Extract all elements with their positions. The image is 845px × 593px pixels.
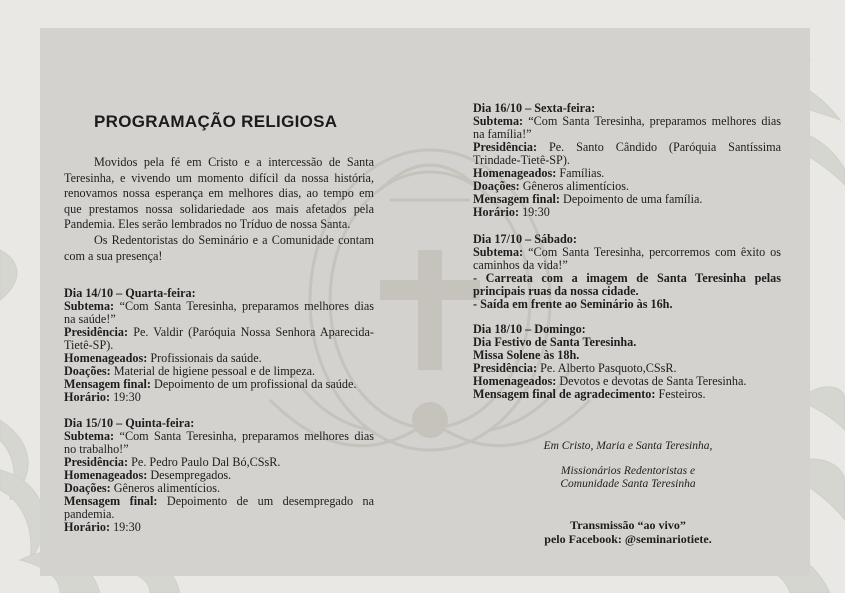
schedule-day-16 xyxy=(473,102,781,219)
horario: Horário: 19:30 xyxy=(473,205,550,219)
day-heading: Dia 15/10 – Quinta-feira: xyxy=(64,416,195,430)
doacoes: Doações: Material de higiene pessoal e de limpeza. xyxy=(64,364,316,378)
schedule-day-17 xyxy=(473,233,781,311)
day-heading: Dia 14/10 – Quarta-feira: xyxy=(64,286,196,300)
page-title: PROGRAMAÇÃO RELIGIOSA xyxy=(94,112,338,131)
schedule-day-18 xyxy=(473,323,781,401)
intro-paragraph: Movidos pela fé em Cristo e a intercessão de Santa Teresinha, e vivendo um momento difícil da nossa história, renovamos nossa esperança em melhores dias, ao tempo em que prestamos nossa solidariedade aos mais afetados pela Pandemia. Eles serão lembrados no Tríduo de nossa Santa. xyxy=(64,155,374,232)
presidencia: Presidência: Pe. Alberto Pasquoto,CSsR. xyxy=(473,361,677,375)
mensagem-final: Mensagem final: Depoimento de um profissional da saúde. xyxy=(64,377,357,391)
doacoes: Doações: Gêneros alimentícios. xyxy=(473,179,630,193)
schedule-day-14 xyxy=(64,287,374,404)
festivo: Dia Festivo de Santa Teresinha. xyxy=(473,335,637,349)
doacoes: Doações: Gêneros alimentícios. xyxy=(64,481,221,495)
subtema: Subtema: “Com Santa Teresinha, preparamos melhores dias na família!” xyxy=(473,114,781,141)
schedule-day-15 xyxy=(64,417,374,534)
signature-line: Comunidade Santa Teresinha xyxy=(560,478,696,490)
horario: Horário: 19:30 xyxy=(64,520,141,534)
stream-line: Transmissão “ao vivo” xyxy=(570,518,686,532)
carreata: - Carreata com a imagem de Santa Teresinha pelas principais ruas da nossa cidade. xyxy=(473,271,781,298)
signature-line: Em Cristo, Maria e Santa Teresinha, xyxy=(543,440,713,452)
intro-paragraph: Os Redentoristas do Seminário e a Comunidade contam com a sua presença! xyxy=(64,232,374,263)
signature xyxy=(500,440,756,491)
stream-line: pelo Facebook: @seminariotiete. xyxy=(544,532,712,546)
homenageados: Homenageados: Desempregados. xyxy=(64,468,232,482)
horario: Horário: 19:30 xyxy=(64,390,141,404)
subtema: Subtema: “Com Santa Teresinha, percorremos com êxito os caminhos da vida!” xyxy=(473,245,782,272)
intro-text xyxy=(64,155,374,264)
homenageados: Homenageados: Famílias. xyxy=(473,166,605,180)
day-heading: Dia 18/10 – Domingo: xyxy=(473,322,586,336)
saida: - Saída em frente ao Seminário às 16h. xyxy=(473,297,673,311)
homenageados: Homenageados: Devotos e devotas de Santa Teresinha. xyxy=(473,374,747,388)
mensagem-final: Mensagem final: Depoimento de um desempregado na pandemia. xyxy=(64,494,375,521)
missa: Missa Solene às 18h. xyxy=(473,348,580,362)
day-heading: Dia 16/10 – Sexta-feira: xyxy=(473,101,596,115)
day-heading: Dia 17/10 – Sábado: xyxy=(473,232,577,246)
subtema: Subtema: “Com Santa Teresinha, preparamos melhores dias na saúde!” xyxy=(64,299,374,326)
stream-info xyxy=(500,518,756,546)
presidencia: Presidência: Pe. Valdir (Paróquia Nossa Senhora Aparecida-Tietê-SP). xyxy=(64,325,374,352)
signature-line: Missionários Redentoristas e xyxy=(560,465,696,477)
subtema: Subtema: “Com Santa Teresinha, preparamos melhores dias no trabalho!” xyxy=(64,429,374,456)
presidencia: Presidência: Pe. Pedro Paulo Dal Bó,CSsR. xyxy=(64,455,281,469)
mensagem-final: Mensagem final: Depoimento de uma família. xyxy=(473,192,703,206)
presidencia: Presidência: Pe. Santo Cândido (Paróquia Santíssima Trindade-Tietê-SP). xyxy=(473,140,782,167)
mensagem-final: Mensagem final de agradecimento: Festeiros. xyxy=(473,387,706,401)
homenageados: Homenageados: Profissionais da saúde. xyxy=(64,351,262,365)
